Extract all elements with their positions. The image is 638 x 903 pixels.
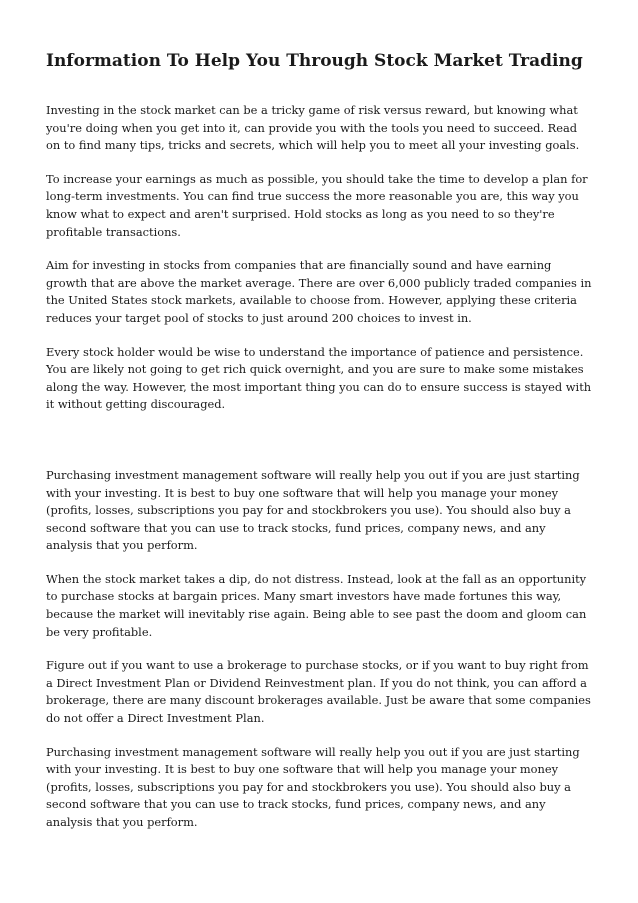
paragraph-2: To increase your earnings as much as possible, you should take the time to develop a plan for long-term investments. You can find true success the more reasonable you are, this way you know what to expect and aren't surprised. Hold stocks as long as you need to so they're profitable transactions. (46, 171, 588, 239)
paragraph-6: When the stock market takes a dip, do not distress. Instead, look at the fall as an opportunity to purchase stocks at bargain prices. Many smart investors have made fortunes this way, because the market will inevitably rise again. Being able to see past the doom and gloom can be very profitable. (46, 571, 587, 639)
paragraph-4: Every stock holder would be wise to understand the importance of patience and persistence. You are likely not going to get rich quick overnight, and you are sure to make some mistakes along the way. However, the most important thing you can do to ensure success is stayed with it without getting discouraged. (46, 344, 592, 412)
paragraph-7: Figure out if you want to use a brokerage to purchase stocks, or if you want to buy right from a Direct Investment Plan or Dividend Reinvestment plan. If you do not think, you can afford a brokerage, there are many discount brokerages available. Just be aware that some companies do not offer a Direct Investment Plan. (46, 658, 591, 726)
paragraph-8: Purchasing investment management software will really help you out if you are just starting with your investing. It is best to buy one software that will help you manage your money (profits, losses, subscriptions you pay for and stockbrokers you use). You should also buy a second software that you can use to track stocks, fund prices, company news, and any analysis that you perform. (46, 744, 580, 829)
paragraph-3: Aim for investing in stocks from companies that are financially sound and have earning growth that are above the market average. There are over 6,000 publicly traded companies in the United States stock markets, available to choose from. However, applying these criteria reduces your target pool of stocks to just around 200 choices to invest in. (46, 258, 592, 325)
section-spacer (46, 430, 592, 467)
paragraph-1: Investing in the stock market can be a tricky game of risk versus reward, but knowing what you're doing when you get into it, can provide you with the tools you need to succeed. Read on to find many tips, tricks and secrets, which will help you to meet all your investing goals. (46, 103, 580, 153)
paragraph-5: Purchasing investment management software will really help you out if you are just starting with your investing. It is best to buy one software that will help you manage your money (profits, losses, subscriptions you pay for and stockbrokers you use). You should also buy a second software that you can use to track stocks, fund prices, company news, and any analysis that you perform. (46, 467, 580, 553)
document-title: Information To Help You Through Stock Market Trading (46, 51, 583, 71)
